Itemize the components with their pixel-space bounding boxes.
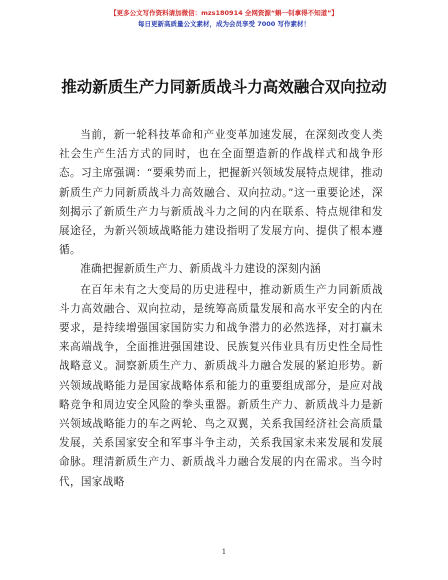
promo-line-2: 每日更新高质量公文素材，成为会员享受 7000 写作素材！ bbox=[137, 20, 311, 28]
paragraph-body: 在百年未有之大变局的历史进程中，推动新质生产力同新质战斗力高效融合、双向拉动，是统筹高质量发展和高水平安全的内在要求，是持续增强国家国防实力和战争潜力的必然选择，对打赢未来高端战争，全面推进强国建设、民族复兴伟业具有历史性全局性战略意义。洞察新质生产力、新质战斗力融合发展的紧迫形势。新兴领域战略能力是国家战略体系和能力的重要组成部分，是应对战略竞争和周边安全风险的拳头重器。新质生产力、新质战斗力是新兴领域战略能力的车之两轮、鸟之双翼，关系我国经济社会高质量发展，关系国家安全和军事斗争主动，关系我国家未来发展和发展命脉。理清新质生产力、新质战斗力融合发展的内在需求。当今时代，国家战略 bbox=[59, 283, 383, 488]
section-subheading: 准确把握新质生产力、新质战斗力建设的深刻内涵 bbox=[80, 263, 321, 276]
document-title: 推动新质生产力同新质战斗力高效融合双向拉动 bbox=[61, 78, 387, 96]
document-body bbox=[59, 126, 383, 492]
promo-header bbox=[0, 8, 448, 30]
paragraph-intro: 当前，新一轮科技革命和产业变革加速发展，在深刻改变人类社会生产生活方式的同时，也在全面塑造新的作战样式和战争形态。习主席强调：“要乘势而上，把握新兴领域发展特点规律，推动新质生产力同新质战斗力高效融合、双向拉动。”这一重要论述，深刻揭示了新质生产力与新质战斗力之间的内在联系、特点规律和发展途径，为新兴领域战略能力建设指明了发展方向、提供了根本遵循。 bbox=[59, 129, 383, 257]
page-number: 1 bbox=[221, 548, 227, 556]
promo-line-1: 【更多公文写作资料请加微信：mzs180914 全网资源“蝌一钊拿得不知道”】 bbox=[110, 9, 338, 17]
